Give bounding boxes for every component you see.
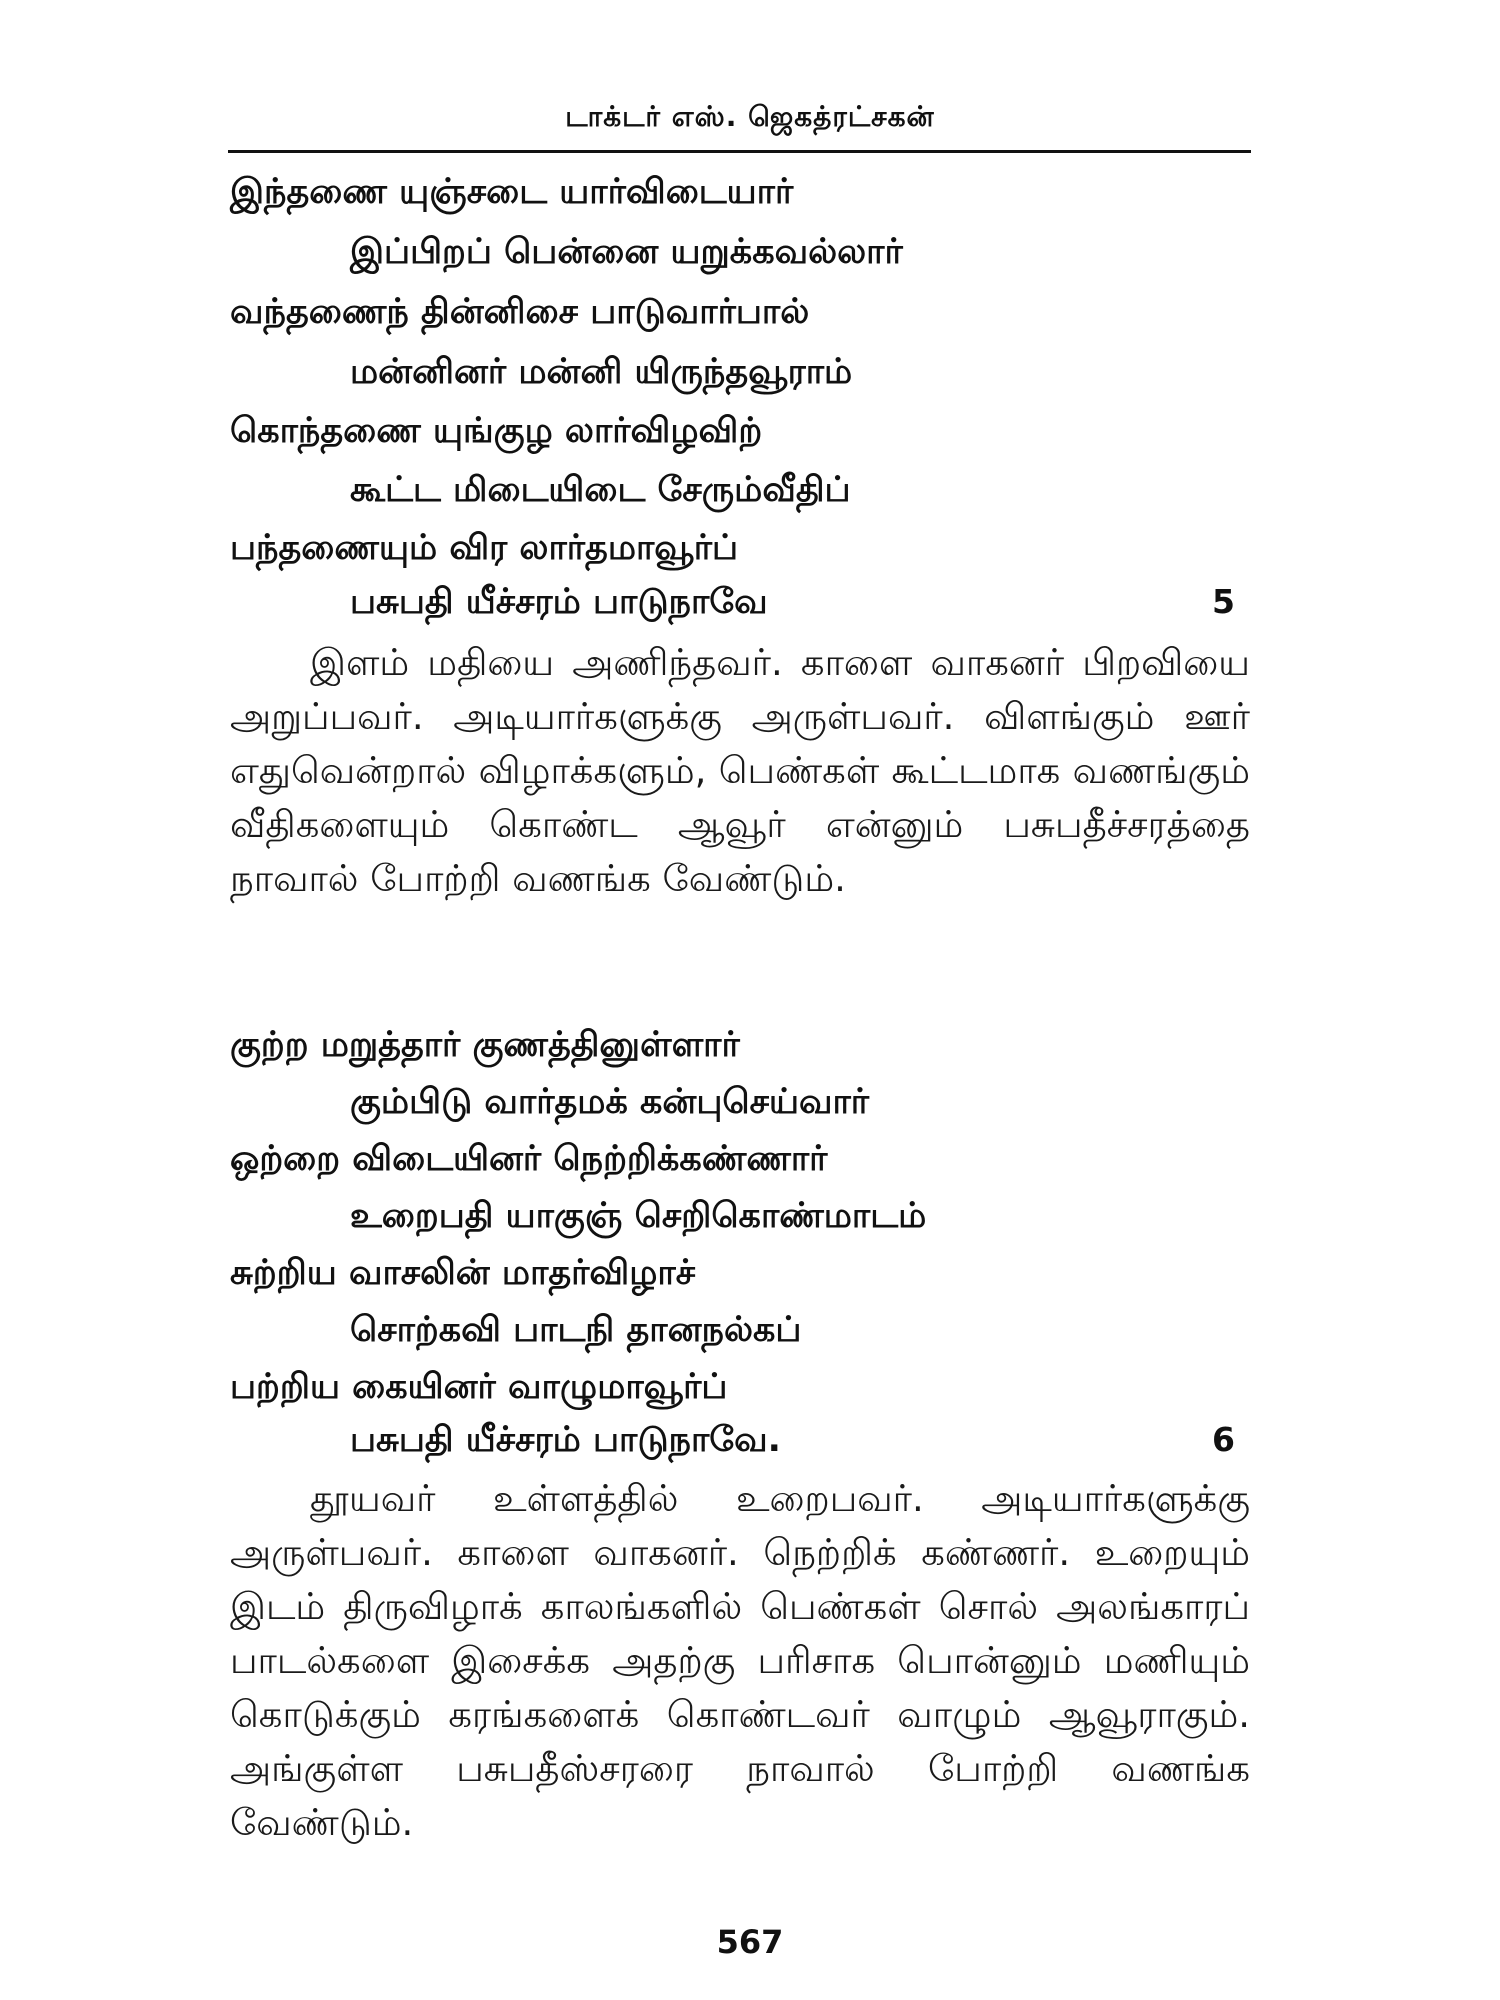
stanza5-number: 5 [1212, 582, 1235, 621]
stanza6-line-7: பற்றிய கையினர் வாழுமாவூர்ப் [230, 1367, 728, 1407]
stanza5-line-3: வந்தணைந் தின்னிசை பாடுவார்பால் [230, 292, 810, 332]
stanza5-line-7: பந்தணையும் விர லார்தமாவூர்ப் [230, 528, 739, 568]
stanza6-line-3: ஒற்றை விடையினர் நெற்றிக்கண்ணார் [230, 1139, 828, 1179]
stanza5-line-2: இப்பிறப் பென்னை யறுக்கவல்லார் [350, 232, 903, 272]
stanza6-number: 6 [1212, 1420, 1235, 1459]
page-number: 567 [716, 1923, 784, 1961]
stanza6-line-1: குற்ற மறுத்தார் குணத்தினுள்ளார் [230, 1025, 740, 1065]
stanza5-line-8: பசுபதி யீச்சரம் பாடுநாவே [350, 582, 768, 622]
stanza5-line-6: கூட்ட மிடையிடை சேரும்வீதிப் [350, 470, 851, 510]
stanza5-line-1: இந்தணை யுஞ்சடை யார்விடையார் [230, 172, 794, 212]
stanza6-commentary [230, 1472, 1250, 1850]
stanza6-line-8: பசுபதி யீச்சரம் பாடுநாவே. [350, 1420, 781, 1460]
stanza6-commentary-text: தூயவர் உள்ளத்தில் உறைபவர். அடியார்களுக்கு அருள்பவர். காளை வாகனர். நெற்றிக் கண்ணர். உறையும் இடம் திருவிழாக் காலங்களில் பெண்கள் சொல் அலங்காரப் பாடல்களை இசைக்க அதற்கு பரிசாக பொன்னும் மணியும் கொடுக்கும் கரங்களைக் கொண்டவர் வாழும் ஆவூராகும். அங்குள்ள பசுபதீஸ்சரரை நாவால் போற்றி வணங்க வேண்டும். [230, 1477, 1250, 1844]
stanza5-line-5: கொந்தணை யுங்குழ லார்விழவிற் [230, 411, 763, 451]
stanza5-line-4: மன்னினர் மன்னி யிருந்தவூராம் [350, 352, 853, 392]
stanza6-line-6: சொற்கவி பாடநி தானநல்கப் [350, 1310, 802, 1350]
stanza5-commentary-text: இளம் மதியை அணிந்தவர். காளை வாகனர் பிறவியை அறுப்பவர். அடியார்களுக்கு அருள்பவர். விளங்கும் ஊர் எதுவென்றால் விழாக்களும், பெண்கள் கூட்டமாக வணங்கும் வீதிகளையும் கொண்ட ஆவூர் என்னும் பசுபதீச்சரத்தை நாவால் போற்றி வணங்க வேண்டும். [230, 641, 1250, 900]
stanza6-line-2: கும்பிடு வார்தமக் கன்புசெய்வார் [350, 1082, 870, 1122]
header-rule [228, 150, 1251, 153]
stanza5-commentary [230, 636, 1250, 906]
stanza6-line-4: உறைபதி யாகுஞ் செறிகொண்மாடம் [350, 1196, 927, 1236]
stanza6-line-5: சுற்றிய வாசலின் மாதர்விழாச் [230, 1253, 696, 1293]
running-head: டாக்டர் எஸ். ஜெகத்ரட்சகன் [565, 100, 935, 133]
